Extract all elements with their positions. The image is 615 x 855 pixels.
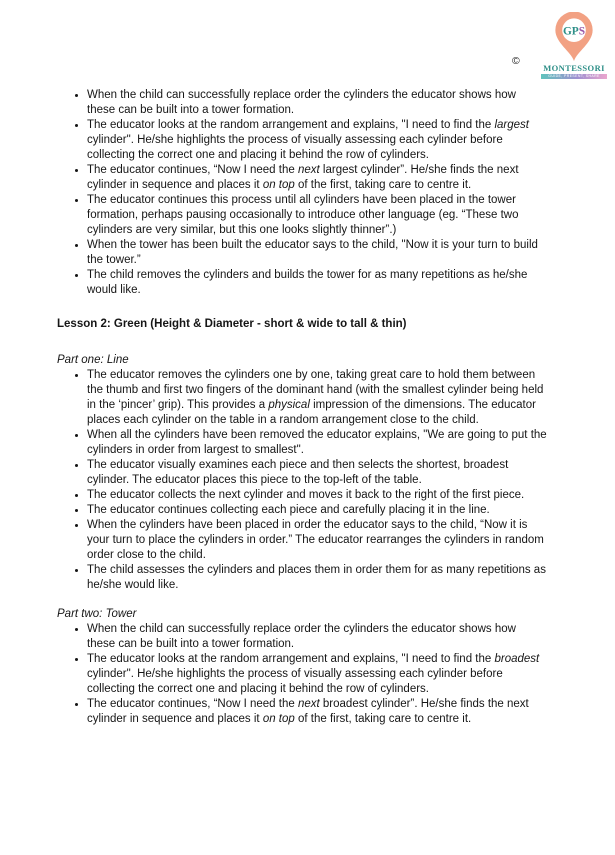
bullet-item: • The educator continues this process until all cylinders have been placed in the tower formation, perhaps pausing occasionally to introduce other language (eg. “These two cylinders are very similar, but this one looks slightly thinner”.) [87,193,547,238]
bullet-list-part-one-line [57,368,547,593]
bullet-item: • The educator looks at the random arrangement and explains, "I need to find the broadest cylinder". He/she highlights the process of visually assessing each cylinder before collecting the correct one and placing it behind the row of cylinders. [87,652,547,697]
copyright-symbol: © [512,55,520,67]
part-one-label: Part one: Line [57,354,129,366]
bullet-item: • The educator continues, “Now I need the next largest cylinder”. He/she finds the next cylinder in sequence and places it on top of the first, taking care to centre it. [87,163,547,193]
document-content [57,88,547,727]
bullet-item: • The educator looks at the random arrangement and explains, "I need to find the largest cylinder". He/she highlights the process of visually assessing each cylinder before collecting the correct one and placing it behind the row of cylinders. [87,118,547,163]
bullet-list-part-two-tower [57,622,547,727]
bullet-item: • The educator continues collecting each piece and carefully placing it in the line. [87,503,547,518]
bullet-item: • When the child can successfully replace order the cylinders the educator shows how these can be built into a tower formation. [87,622,547,652]
bullet-item: • When the child can successfully replace order the cylinders the educator shows how these can be built into a tower formation. [87,88,547,118]
brand-name: MONTESSORI [543,63,605,73]
bullet-list-lesson1-tower [57,88,547,298]
gps-pin-icon [551,12,597,62]
lesson-heading: Lesson 2: Green (Height & Diameter - short & wide to tall & thin) [57,318,407,330]
bullet-item: • When all the cylinders have been removed the educator explains, "We are going to put the cylinders in order from largest to smallest". [87,428,547,458]
gps-montessori-logo [512,12,607,79]
bullet-item: • The educator visually examines each piece and then selects the shortest, broadest cylinder. The educator places this piece to the top-left of the table. [87,458,547,488]
bullet-item: • The child removes the cylinders and builds the tower for as many repetitions as he/she would like. [87,268,547,298]
brand-tagline: GUIDE, PRESENT, SHARE [541,74,607,79]
bullet-item: • When the cylinders have been placed in order the educator says to the child, “Now it is your turn to place the cylinders in order.” The educator rearranges the cylinders in random order close to the child. [87,518,547,563]
bullet-item: • The educator continues, “Now I need the next broadest cylinder”. He/she finds the next cylinder in sequence and places it on top of the first, taking care to centre it. [87,697,547,727]
bullet-item: • The educator collects the next cylinder and moves it back to the right of the first piece. [87,488,547,503]
bullet-item: • The educator removes the cylinders one by one, taking great care to hold them between the thumb and first two fingers of the dominant hand (with the smallest cylinder being held in the ‘pincer’ grip). This provides a physical impression of the dimensions. The educator places each cylinder on the table in a random arrangement close to the child. [87,368,547,428]
part-two-label: Part two: Tower [57,608,137,620]
gps-letters: GPS [562,25,586,38]
bullet-item: • When the tower has been built the educator says to the child, "Now it is your turn to build the tower.” [87,238,547,268]
bullet-item: • The child assesses the cylinders and places them in order them for as many repetitions as he/she would like. [87,563,547,593]
